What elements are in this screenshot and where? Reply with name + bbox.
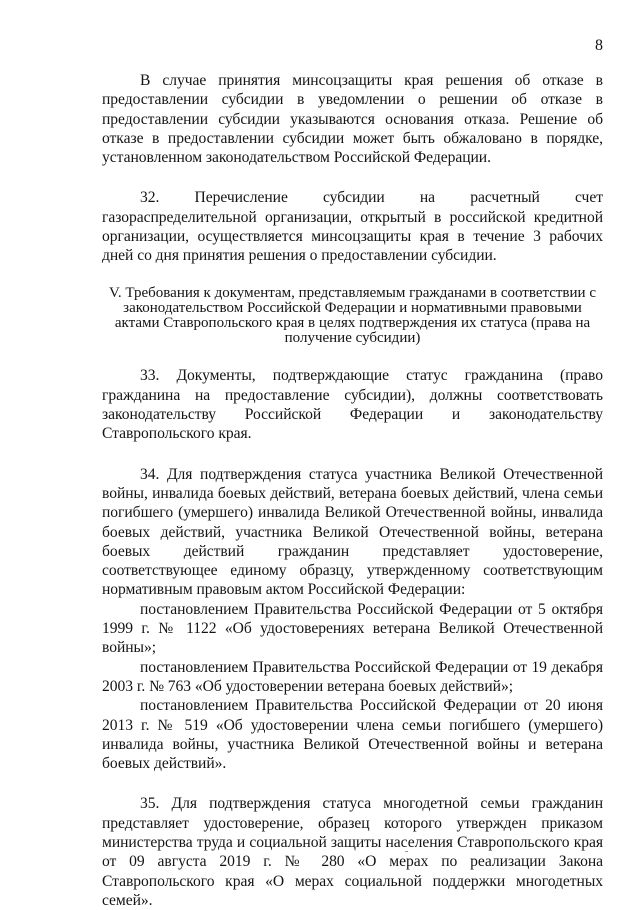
paragraph-34: 34. Для подтверждения статуса участника Великой Отечественной войны, инвалида боевых действий, ветерана боевых действий, члена семьи погибшего (умершего) инвалида Великой Отечественной войны, инвалида боевых действий, участника Великой Отечественной войны, ветерана боевых действий гражданин представляет удостоверение, соответствующее единому образцу, утвержденному соответствующим нормативным правовым актом Российской Федерации: — [102, 465, 603, 599]
paragraph-33: 33. Документы, подтверждающие статус гражданина (право гражданина на предоставление субсидии), должны соответствовать законодательству Российской Федерации и законодательству Ставропольского края. — [102, 367, 603, 443]
page-number: 8 — [595, 37, 603, 54]
paragraph-34-item-3: постановлением Правительства Российской Федерации от 20 июня 2013 г. № 519 «Об удостоверении члена семьи погибшего (умершего) инвалида войны, участника Великой Отечественной войны и ветерана боевых действий». — [102, 697, 603, 773]
paragraph-34-item-1: постановлением Правительства Российской Федерации от 5 октября 1999 г. № 1122 «Об удостоверениях ветерана Великой Отечественной войны»; — [102, 600, 603, 657]
section-v-heading: V. Требования к документам, представляемым гражданами в соответствии с законодательством Российской Федерации и нормативными правовыми актами Ставропольского края в целях подтверждения их статуса (права на получение субсидии) — [109, 284, 596, 347]
document-body — [102, 71, 603, 910]
paragraph-refusal-notice: В случае принятия минсоцзащиты края решения об отказе в предоставлении субсидии в уведомлении о решении об отказе в предоставлении субсидии указываются основания отказа. Решение об отказе в предоставлении субсидии может быть обжаловано в порядке, установленном законодательством Российской Федерации. — [102, 72, 603, 167]
paragraph-32: 32. Перечисление субсидии на расчетный счет газораспределительной организации, открытый в российской кредитной организации, осуществляется минсоцзащиты края в течение 3 рабочих дней со дня принятия решения о предоставлении субсидии. — [102, 189, 603, 265]
paragraph-35: 35. Для подтверждения статуса многодетной семьи гражданин представляет удостоверение, образец которого утвержден приказом министерства труда и социальной защиты населения Ставропольского края от 09 августа 2019 г. № 280 «О мерах по реализации Закона Ставропольского края «О мерах социальной поддержки многодетных семей». — [102, 795, 603, 909]
scan-artifact-mark — [405, 851, 408, 852]
paragraph-34-item-2: постановлением Правительства Российской Федерации от 19 декабря 2003 г. № 763 «Об удостоверении ветерана боевых действий»; — [102, 658, 603, 695]
